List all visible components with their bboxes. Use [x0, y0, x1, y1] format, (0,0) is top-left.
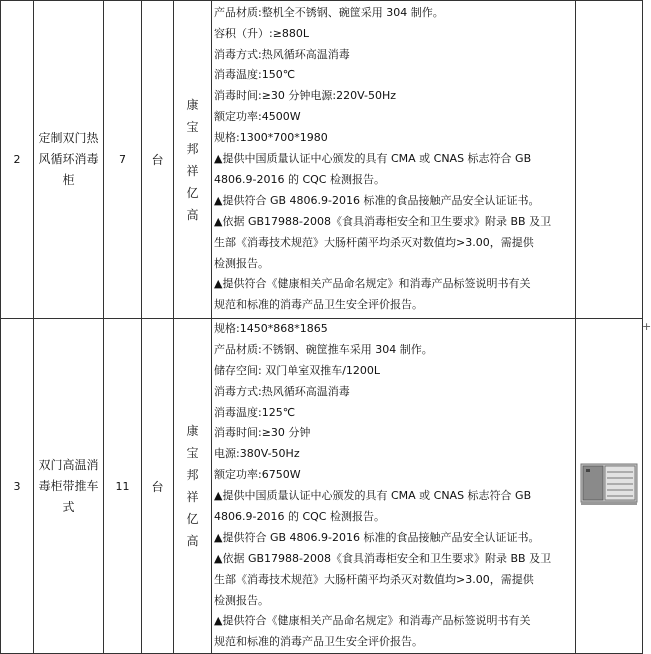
brand-char: 祥	[186, 163, 199, 178]
spec-line: 消毒时间:≥30 分钟	[214, 426, 311, 440]
spec-line: 4806.9-2016 的 CQC 检测报告。	[214, 510, 385, 524]
spec-line: 规格:1300*700*1980	[214, 131, 328, 145]
unit: 台	[142, 319, 174, 654]
brand-char: 宝	[186, 119, 199, 134]
brand-char: 亿	[186, 185, 199, 200]
spec-line: 消毒方式:热风循环高温消毒	[214, 384, 350, 398]
spec-line: 电源:380V-50Hz	[214, 447, 300, 461]
table-row	[1, 319, 643, 654]
table-row	[1, 1, 643, 319]
product-name	[34, 1, 104, 319]
spec-line: 消毒方式:热风循环高温消毒	[214, 47, 350, 61]
brand-char: 康	[186, 97, 199, 112]
spec-line: 消毒温度:125℃	[214, 405, 296, 419]
spec-line: ▲提供符合 GB 4806.9-2016 标准的食品接触产品安全认证证书。	[214, 193, 540, 207]
spec-line: 储存空间: 双门单室双推车/1200L	[214, 363, 381, 377]
product-name-text: 双门高温消毒柜带推车式	[38, 457, 99, 514]
image-cell	[576, 1, 643, 319]
spec-cell	[212, 319, 576, 654]
spec-line: ▲依据 GB17988-2008《食具消毒柜安全和卫生要求》附录 BB 及卫	[214, 214, 552, 228]
spec-line: 容积（升）:≥880L	[214, 26, 310, 40]
spec-line: ▲提供符合 GB 4806.9-2016 标准的食品接触产品安全认证证书。	[214, 530, 540, 544]
item-number: 2	[1, 1, 34, 319]
spec-line: 规格:1450*868*1865	[214, 322, 328, 335]
spec-line: 产品材质:不锈钢、碗筐推车采用 304 制作。	[214, 342, 433, 356]
disinfection-cabinet-image	[580, 461, 638, 507]
brand-char: 邦	[186, 468, 199, 483]
quantity: 11	[104, 319, 142, 654]
spec-line: 规范和标准的消毒产品卫生安全评价报告。	[214, 635, 423, 649]
unit: 台	[142, 1, 174, 319]
spec-line: ▲提供中国质量认证中心颁发的具有 CMA 或 CNAS 标志符合 GB	[214, 489, 532, 503]
spec-line: 生部《消毒技术规范》大肠杆菌平均杀灭对数值均>3.00，需提供	[214, 572, 534, 586]
brand-char: 高	[186, 207, 199, 222]
spec-line: 检测报告。	[214, 593, 269, 607]
brand-char: 祥	[186, 490, 199, 505]
product-name	[34, 319, 104, 654]
spec-line: 生部《消毒技术规范》大肠杆菌平均杀灭对数值均>3.00，需提供	[214, 235, 534, 249]
brand	[174, 319, 212, 654]
item-number: 3	[1, 319, 34, 654]
spec-cell	[212, 1, 576, 319]
spec-line: 产品材质:整机全不锈钢、碗筐采用 304 制作。	[214, 5, 444, 19]
edge-plus-mark: +	[642, 320, 651, 333]
brand-char: 高	[186, 534, 199, 549]
spec-line: ▲提供中国质量认证中心颁发的具有 CMA 或 CNAS 标志符合 GB	[214, 152, 532, 166]
spec-line: ▲依据 GB17988-2008《食具消毒柜安全和卫生要求》附录 BB 及卫	[214, 551, 552, 565]
brand	[174, 1, 212, 319]
spec-line: 额定功率:6750W	[214, 468, 301, 482]
brand-char: 康	[186, 424, 199, 439]
image-cell	[576, 319, 643, 654]
spec-line: 规范和标准的消毒产品卫生安全评价报告。	[214, 298, 423, 312]
spec-line: 检测报告。	[214, 256, 269, 270]
spec-line: ▲提供符合《健康相关产品命名规定》和消毒产品标签说明书有关	[214, 277, 531, 291]
quantity: 7	[104, 1, 142, 319]
spec-line: 额定功率:4500W	[214, 110, 301, 124]
spec-line: 消毒温度:150℃	[214, 68, 296, 82]
spec-line: 消毒时间:≥30 分钟电源:220V-50Hz	[214, 89, 397, 103]
spec-line: 4806.9-2016 的 CQC 检测报告。	[214, 172, 385, 186]
brand-char: 邦	[186, 141, 199, 156]
brand-char: 亿	[186, 512, 199, 527]
product-name-text: 定制双门热风循环消毒柜	[38, 131, 99, 187]
brand-char: 宝	[186, 446, 199, 461]
spec-line: ▲提供符合《健康相关产品命名规定》和消毒产品标签说明书有关	[214, 614, 531, 628]
